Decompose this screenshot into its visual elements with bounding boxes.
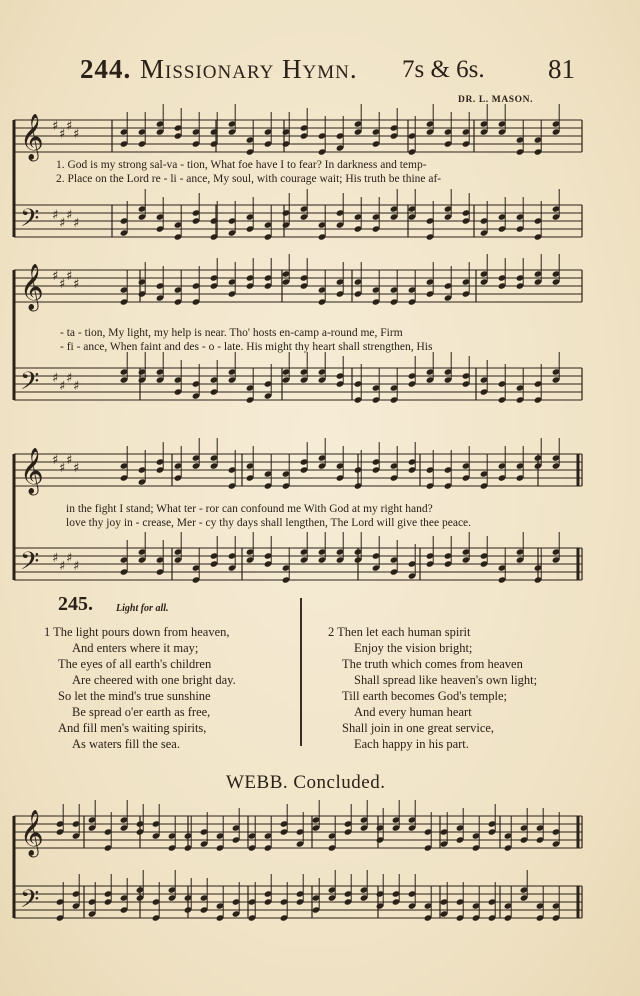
verse-line: And fill men's waiting spirits,: [58, 721, 207, 735]
sharp-icon: ♯: [52, 119, 59, 134]
verse-line: And every human heart: [354, 705, 472, 719]
sharp-icon: ♯: [73, 379, 80, 394]
sharp-icon: ♯: [73, 127, 80, 142]
verse-line: The eyes of all earth's children: [58, 657, 212, 671]
lyric-line: - fi - ance, When faint and des - o - late. His might thy heart shall strengthen, His: [60, 341, 433, 353]
treble-clef-icon: 𝄞: [20, 264, 44, 310]
sharp-icon: ♯: [73, 461, 80, 476]
sharp-icon: ♯: [52, 551, 59, 566]
verse-line: Each happy in his part.: [354, 737, 469, 751]
sharp-icon: ♯: [66, 371, 73, 386]
sharp-icon: ♯: [52, 269, 59, 284]
sharp-icon: ♯: [66, 551, 73, 566]
sharp-icon: ♯: [73, 216, 80, 231]
treble-clef-icon: 𝄞: [20, 448, 44, 494]
sharp-icon: ♯: [73, 277, 80, 292]
verse-line: Till earth becomes God's temple;: [342, 689, 507, 703]
sharp-icon: ♯: [52, 371, 59, 386]
composer-credit: DR. L. MASON.: [458, 95, 534, 105]
bass-clef-icon: 𝄢: [20, 204, 40, 239]
sharp-icon: ♯: [66, 208, 73, 223]
verse-line: Shall join in one great service,: [342, 721, 495, 735]
verse-line: As waters fill the sea.: [72, 737, 180, 751]
verse-line: Enjoy the vision bright;: [354, 641, 473, 655]
column-divider: [300, 598, 302, 746]
hymn-245-subtitle: Light for all.: [116, 603, 169, 614]
bass-clef-icon: 𝄢: [20, 885, 40, 920]
treble-clef-icon: 𝄞: [20, 810, 44, 856]
verse-line: Shall spread like heaven's own light;: [354, 673, 538, 687]
hymn-meter: 7s & 6s.: [402, 56, 485, 83]
page-number: 81: [548, 54, 575, 84]
verse-line: The truth which comes from heaven: [342, 657, 523, 671]
verse-line: So let the mind's true sunshine: [58, 689, 211, 703]
sharp-icon: ♯: [59, 216, 66, 231]
lyric-line: 2. Place on the Lord re - li - ance, My soul, with courage wait; His truth be thine af-: [56, 173, 442, 185]
lyric-line: in the fight I stand; What ter - ror can confound me With God at my right hand?: [66, 503, 433, 515]
sharp-icon: ♯: [52, 453, 59, 468]
verse-line: Be spread o'er earth as free,: [72, 705, 211, 719]
sharp-icon: ♯: [59, 559, 66, 574]
sharp-icon: ♯: [52, 208, 59, 223]
lyric-line: 1. God is my strong sal-va - tion, What foe have I to fear? In darkness and temp-: [56, 159, 427, 171]
sharp-icon: ♯: [59, 277, 66, 292]
bass-clef-icon: 𝄢: [20, 547, 40, 582]
verse-line: And enters where it may;: [72, 641, 199, 655]
sharp-icon: ♯: [66, 269, 73, 284]
tune-title: WEBB. Concluded.: [226, 772, 386, 793]
verse-line: Are cheered with one bright day.: [72, 673, 236, 687]
bass-clef-icon: 𝄢: [20, 367, 40, 402]
sharp-icon: ♯: [59, 461, 66, 476]
sharp-icon: ♯: [66, 119, 73, 134]
lyric-line: - ta - tion, My light, my help is near. Tho' hosts en-camp a-round me, Firm: [60, 327, 403, 339]
sharp-icon: ♯: [59, 379, 66, 394]
verse-line: 2 Then let each human spirit: [328, 625, 471, 639]
hymn-number: 244.: [80, 54, 132, 84]
sharp-icon: ♯: [59, 127, 66, 142]
sharp-icon: ♯: [73, 559, 80, 574]
lyric-line: love thy joy in - crease, Mer - cy thy days shall lengthen, The Lord will give thee peace.: [66, 517, 472, 529]
hymn-title: Missionary Hymn.: [140, 54, 358, 84]
hymn-245-number: 245.: [58, 593, 93, 615]
sharp-icon: ♯: [66, 453, 73, 468]
verse-line: 1 The light pours down from heaven,: [44, 625, 230, 639]
treble-clef-icon: 𝄞: [20, 114, 44, 160]
